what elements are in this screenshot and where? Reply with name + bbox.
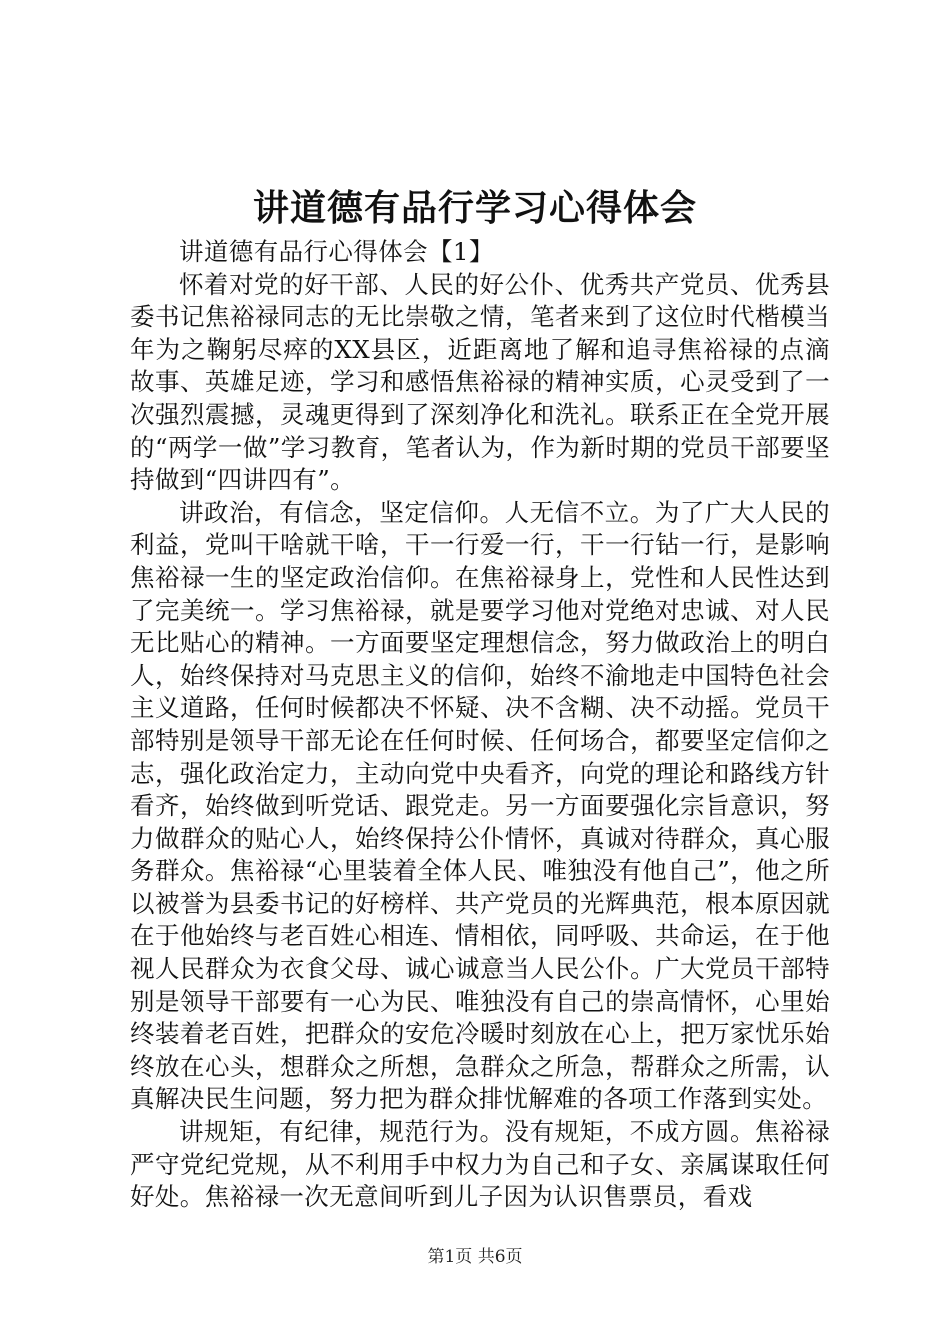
paragraph-3: 讲规矩，有纪律，规范行为。没有规矩，不成方圆。焦裕禄严守党纪党规，从不利用手中权力为自己和子女、亲属谋取任何好处。焦裕禄一次无意间听到儿子因为认识售票员，看戏 — [130, 1117, 830, 1212]
paragraph-2: 讲政治，有信念，坚定信仰。人无信不立。为了广大人民的利益，党叫干啥就干啥，干一行爱一行，干一行钻一行，是影响焦裕禄一生的坚定政治信仰。在焦裕禄身上，党性和人民性达到了完美统一。学习焦裕禄，就是要学习他对党绝对忠诚、对人民无比贴心的精神。一方面要坚定理想信念，努力做政治上的明白人，始终保持对马克思主义的信仰，始终不渝地走中国特色社会主义道路，任何时候都决不怀疑、决不含糊、决不动摇。党员干部特别是领导干部无论在任何时候、任何场合，都要坚定信仰之志，强化政治定力，主动向党中央看齐，向党的理论和路线方针看齐，始终做到听党话、跟党走。另一方面要强化宗旨意识，努力做群众的贴心人，始终保持公仆情怀，真诚对待群众，真心服务群众。焦裕禄“心里装着全体人民、唯独没有他自己”，他之所以被誉为县委书记的好榜样、共产党员的光辉典范，根本原因就在于他始终与老百姓心相连、情相依，同呼吸、共命运，在于他视人民群众为衣食父母、诚心诚意当人民公仆。广大党员干部特别是领导干部要有一心为民、唯独没有自己的崇高情怀，心里始终装着老百姓，把群众的安危冷暖时刻放在心上，把万家忧乐始终放在心头，想群众之所想，急群众之所急，帮群众之所需，认真解决民生问题，努力把为群众排忧解难的各项工作落到实处。 — [130, 497, 830, 1114]
page-number-footer: 第1页 共6页 — [427, 1247, 523, 1267]
document-title: 讲道德有品行学习心得体会 — [252, 187, 697, 229]
paragraph-1: 怀着对党的好干部、人民的好公仆、优秀共产党员、优秀县委书记焦裕禄同志的无比崇敬之情，笔者来到了这位时代楷模当年为之鞠躬尽瘁的XX县区，近距离地了解和追寻焦裕禄的点滴故事、英雄足迹，学习和感悟焦裕禄的精神实质，心灵受到了一次强烈震撼，灵魂更得到了深刻净化和洗礼。联系正在全党开展的“两学一做”学习教育，笔者认为，作为新时期的党员干部要坚持做到“四讲四有”。 — [130, 269, 830, 495]
section-heading: 讲道德有品行心得体会【1】 — [179, 237, 494, 266]
document-body — [130, 236, 830, 1214]
